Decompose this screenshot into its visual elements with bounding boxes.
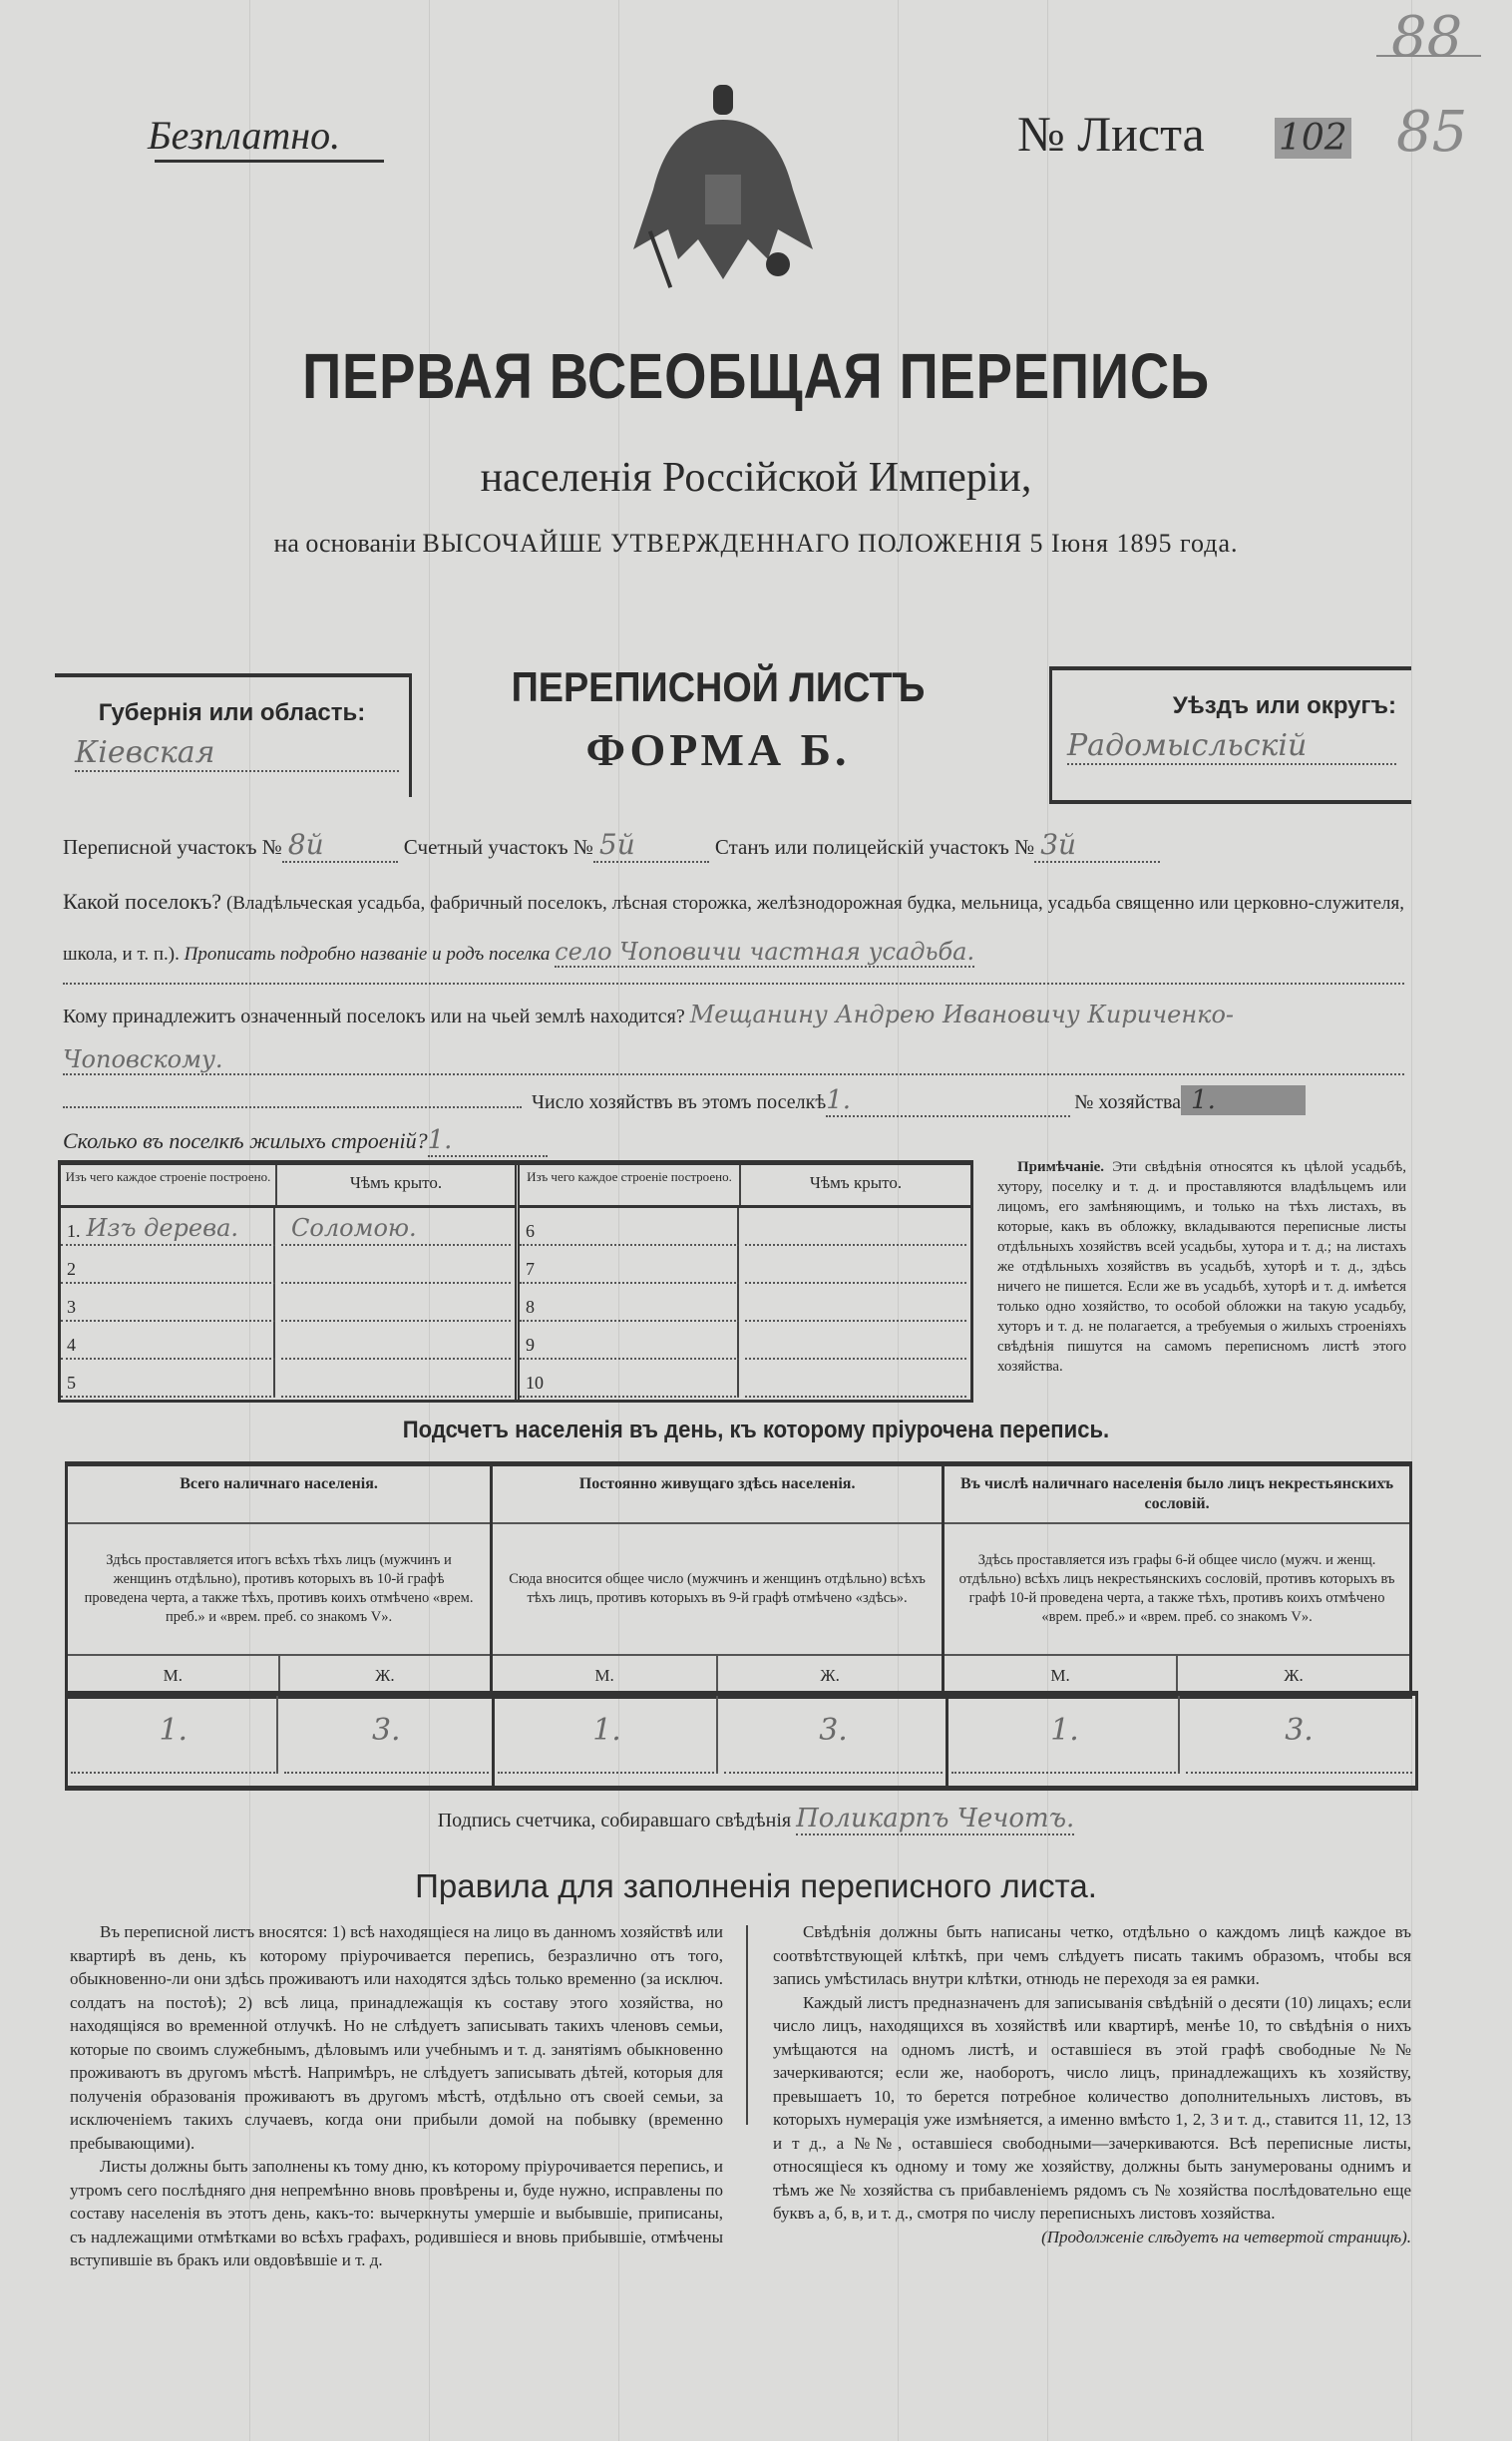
signature-value[interactable]: Поликарпъ Чечотъ. <box>796 1804 1075 1833</box>
population-column-header: Постоянно живущаго здѣсь населенія. <box>493 1466 942 1524</box>
settlement-value[interactable]: село Чоповичи частная усадьба. <box>555 938 975 966</box>
basis-prefix: на основаніи <box>273 529 417 558</box>
female-label: Ж. <box>375 1666 395 1685</box>
settlement-instruction: Прописать подробно названіе и родъ поселка <box>184 944 551 965</box>
female-label: Ж. <box>1284 1666 1304 1685</box>
material-cell[interactable] <box>61 1208 275 1246</box>
population-value-group <box>495 1696 948 1786</box>
buildings-table-row <box>520 1246 970 1284</box>
basis-text: ВЫСОЧАЙШЕ УТВЕРЖДЕННАГО ПОЛОЖЕНІЯ 5 Іюня 1895 года. <box>422 529 1239 558</box>
male-label: М. <box>493 1656 718 1696</box>
buildings-table-row <box>520 1208 970 1246</box>
household-no-value[interactable]: 1. <box>1181 1085 1306 1115</box>
population-title: Подсчетъ населенія въ день, къ которому пріурочена перепись. <box>402 1417 1110 1443</box>
police-district-label: Станъ или полицейскій участокъ № <box>714 835 1035 859</box>
row-number: 8 <box>526 1297 535 1317</box>
rules-paragraph: Свѣдѣнія должны быть написаны четко, отдѣльно о каждомъ лицѣ каждое въ соотвѣтствующей клѣткѣ, при чемъ слѣдуетъ писать такимъ образомъ, чтобы вся запись умѣстилась внутри клѣтки, отнюдь не переходя за ея рамки. <box>773 1922 1411 1988</box>
rules-paragraph: Листы должны быть заполнены къ тому дню, къ которому пріурочивается перепись, и утромъ сего послѣдняго дня непремѣнно вновь провѣрены и, буде нужно, исправлены по составу населенія въ этотъ день, какъ-то: вычеркнуты умершіе и выбывшіе, приписаны, съ надлежащими отмѣтками во всѣхъ графахъ, родившіеся и вновь прибывшіе, отмѣчены вступившіе въ бракъ или овдовѣвшіе и т. д. <box>70 2157 723 2269</box>
roof-cell[interactable] <box>745 1284 966 1322</box>
sheet-number-label: № Листа <box>1017 106 1205 162</box>
roof-cell[interactable] <box>281 1322 511 1360</box>
buildings-table-row <box>61 1322 515 1360</box>
buildings-table-row <box>520 1284 970 1322</box>
buildings-table-row <box>520 1360 970 1398</box>
col-material-header: Изъ чего каждое строеніе построено. <box>61 1165 277 1205</box>
buildings-table-row <box>61 1360 515 1398</box>
roof-cell[interactable] <box>281 1246 511 1284</box>
note <box>997 1157 1406 1377</box>
province-box <box>55 673 412 797</box>
sheet-number-value: 102 <box>1275 118 1351 159</box>
province-label: Губернія или область: <box>98 699 366 726</box>
settlement-field <box>63 878 1404 979</box>
buildings-rows-right <box>520 1208 970 1398</box>
province-value[interactable]: Кіевская <box>75 735 399 772</box>
main-title: ПЕРВАЯ ВСЕОБЩАЯ ПЕРЕПИСЬ <box>302 340 1210 412</box>
row-number: 9 <box>526 1335 535 1355</box>
buildings-row <box>63 1125 548 1157</box>
population-values-row <box>65 1691 1418 1791</box>
male-label: М. <box>945 1656 1178 1696</box>
households-row <box>63 1085 1404 1117</box>
material-cell[interactable] <box>520 1246 739 1284</box>
blank-line <box>63 1106 522 1108</box>
rules-left-column <box>70 1920 723 2272</box>
roof-cell[interactable]: Соломою. <box>281 1208 511 1246</box>
district-box <box>1049 666 1411 804</box>
population-column <box>945 1466 1409 1696</box>
col-roof-header: Чѣмъ крыто. <box>349 1173 443 1192</box>
pencil-strikethrough <box>1376 55 1481 57</box>
buildings-table-row <box>61 1246 515 1284</box>
material-cell[interactable] <box>61 1284 275 1322</box>
col-roof-header: Чѣмъ крыто. <box>809 1173 903 1192</box>
owner-value-line1[interactable]: Мещанину Андрею Ивановичу Кириченко- <box>689 1001 1235 1028</box>
blank-line <box>63 983 1404 985</box>
owner-field <box>63 1001 1439 1028</box>
population-value-group <box>68 1696 495 1786</box>
roof-cell[interactable] <box>745 1208 966 1246</box>
district-value[interactable]: Радомысльскій <box>1067 728 1396 765</box>
roof-cell[interactable] <box>745 1246 966 1284</box>
owner-value-line2[interactable]: Чоповскому. <box>63 1045 1404 1075</box>
roof-cell[interactable] <box>745 1360 966 1398</box>
rules-title: Правила для заполненія переписного листа. <box>415 1867 1097 1904</box>
population-columns <box>68 1466 1409 1696</box>
row-number: 2 <box>67 1259 76 1279</box>
row-number: 5 <box>67 1373 76 1393</box>
buildings-table <box>58 1160 973 1403</box>
buildings-value[interactable]: 1. <box>428 1125 548 1157</box>
buildings-table-row <box>520 1322 970 1360</box>
buildings-table-row <box>61 1284 515 1322</box>
material-cell[interactable] <box>61 1322 275 1360</box>
population-column-description: Сюда вносится общее число (мужчинъ и женщинъ отдѣльно) всѣхъ тѣхъ лицъ, противъ которыхъ въ 9-й графѣ отмѣчено «здѣсь». <box>493 1524 942 1656</box>
free-label: Безплатно. <box>148 113 341 158</box>
form-name: ФОРМА Б. <box>585 724 851 775</box>
continuation-note: (Продолженіе слѣдуетъ на четвертой страницѣ). <box>1041 2227 1411 2246</box>
household-no-label: № хозяйства <box>1074 1091 1182 1113</box>
material-cell[interactable] <box>520 1360 739 1398</box>
coat-of-arms-icon <box>623 80 823 309</box>
roof-cell[interactable] <box>745 1322 966 1360</box>
female-label: Ж. <box>820 1666 840 1685</box>
pencil-mark-crossed: 88 <box>1391 5 1463 70</box>
row-number: 1. <box>67 1221 81 1241</box>
population-column-description: Здѣсь проставляется итогъ всѣхъ тѣхъ лицъ (мужчинъ и женщинъ отдѣльно), противъ которыхъ въ 10-й графѣ проведена черта, а также тѣхъ, противъ коихъ отмѣчено «врем. преб.» и «врем. преб. со знакомъ V». <box>68 1524 490 1656</box>
district-numbers-row <box>63 828 1439 863</box>
buildings-label: Сколько въ поселкѣ жилыхъ строеній? <box>63 1128 428 1153</box>
population-value-group <box>948 1696 1415 1786</box>
households-label: Число хозяйствъ въ этомъ поселкѣ <box>532 1091 827 1113</box>
population-column <box>68 1466 493 1696</box>
female-count[interactable]: 3. <box>724 1696 943 1774</box>
free-underline <box>155 160 384 163</box>
buildings-rows-left <box>61 1208 515 1398</box>
material-cell[interactable] <box>520 1208 739 1246</box>
settlement-hint: (Владѣльческая усадьба, фабричный поселокъ, лѣсная сторожка, желѣзнодорожная будка, мельница, усадьба священно или церковно-служителя, школа, и т. п.). <box>63 893 1404 965</box>
census-district-label: Переписной участокъ № <box>63 835 282 859</box>
bleed-through-line <box>1411 0 1412 2441</box>
material-cell[interactable] <box>61 1246 275 1284</box>
roof-cell[interactable] <box>281 1360 511 1398</box>
pencil-mark: 85 <box>1396 100 1468 165</box>
signature-row <box>0 1804 1512 1833</box>
column-divider <box>746 1925 748 2125</box>
population-column-description: Здѣсь проставляется изъ графы 6-й общее число (мужч. и женщ. отдѣльно) всѣхъ лицъ некрестьянскихъ сословій, противъ которыхъ въ графѣ 10-й проведена черта, а также тѣхъ, противъ коихъ отмѣчено «врем. преб.» и «врем. преб. со знакомъ V». <box>945 1524 1409 1656</box>
material-cell[interactable] <box>61 1360 275 1398</box>
roof-cell[interactable] <box>281 1284 511 1322</box>
note-label: Примѣчаніе. <box>1017 1159 1105 1175</box>
col-material-header: Изъ чего каждое строеніе построено. <box>520 1165 741 1205</box>
count-district-label: Счетный участокъ № <box>403 835 593 859</box>
signature-label: Подпись счетчика, собиравшаго свѣдѣнія <box>437 1810 792 1831</box>
police-district-value[interactable]: 3й <box>1034 828 1160 863</box>
count-district-value[interactable]: 5й <box>593 828 709 863</box>
note-text: Эти свѣдѣнія относятся къ цѣлой усадьбѣ, хутору, поселку и т. д. и проставляются владѣльцемъ или лицомъ, его замѣняющимъ, и только на тѣхъ листахъ, въ которые, какъ въ обложку, вкладываются переписные листы отдѣльныхъ хозяйствъ всей усадьбы, хутора и т. д.; на листахъ же отдѣльныхъ хозяйствъ въ усадьбѣ, хуторѣ и т. д., здѣсь ничего не пишется. Если же въ усадьбѣ, хуторѣ и т. д. имѣется только одно хозяйство, то особой обложки на такую усадьбу, хуторъ и т. д. не полагается, а требуемыя о жилыхъ строеніяхъ свѣдѣнія пишутся на самомъ переписномъ листѣ этого хозяйства. <box>997 1159 1407 1375</box>
material-value: Изъ дерева. <box>86 1214 239 1242</box>
rules-right-column <box>773 1920 1411 2248</box>
female-count[interactable]: 3. <box>284 1696 490 1774</box>
row-number: 7 <box>526 1259 535 1279</box>
row-number: 6 <box>526 1221 535 1241</box>
rules-paragraph: Въ переписной листъ вносятся: 1) всѣ находящіеся на лицо въ данномъ хозяйствѣ или квартирѣ въ день, къ которому пріурочивается перепись, безразлично отъ того, обыкновенно-ли они здѣсь проживаютъ или находятся здѣсь только временно (за исключ. солдатъ на постоѣ); 2) всѣ лица, принадлежащія къ составу этого хозяйства, но находящіяся во временной отлучкѣ. Но не слѣдуетъ записывать такихъ членовъ семьи, которые по своимъ служебнымъ, дѣловымъ или учебнымъ и т. д. занятіямъ обыкновенно проживаютъ въ другомъ мѣстѣ. Напримѣръ, не слѣдуетъ записывать дѣтей, которыя для полученія образованія проживаютъ въ другомъ мѣстѣ, отдѣльно отъ своей семьи, за исключеніемъ такихъ случаевъ, когда они прибыли домой на побывку (временно пребывающими). <box>70 1922 723 2153</box>
buildings-table-right <box>520 1165 970 1400</box>
row-number: 10 <box>526 1373 544 1393</box>
population-column-header: Всего наличнаго населенія. <box>68 1466 490 1524</box>
male-count[interactable]: 1. <box>951 1696 1180 1774</box>
settlement-label: Какой поселокъ? <box>63 889 222 914</box>
sheet-title: ПЕРЕПИСНОЙ ЛИСТЪ <box>511 663 926 710</box>
buildings-table-left <box>61 1165 520 1400</box>
material-cell[interactable] <box>520 1284 739 1322</box>
population-column-header: Въ числѣ наличнаго населенія было лицъ некрестьянскихъ сословій. <box>945 1466 1409 1524</box>
subtitle: населенія Россійской Имперіи, <box>480 455 1032 501</box>
population-table <box>65 1461 1412 1699</box>
female-count[interactable]: 3. <box>1186 1696 1412 1774</box>
male-count[interactable]: 1. <box>498 1696 718 1774</box>
population-column <box>493 1466 945 1696</box>
households-value[interactable]: 1. <box>826 1085 1070 1117</box>
material-cell[interactable] <box>520 1322 739 1360</box>
buildings-table-row <box>61 1208 515 1246</box>
district-label: Уѣздъ или округъ: <box>1172 692 1396 719</box>
row-number: 3 <box>67 1297 76 1317</box>
male-label: М. <box>68 1656 280 1696</box>
owner-label: Кому принадлежитъ означенный поселокъ или на чьей землѣ находится? <box>63 1006 685 1027</box>
row-number: 4 <box>67 1335 76 1355</box>
male-count[interactable]: 1. <box>71 1696 278 1774</box>
population-values <box>68 1696 1415 1786</box>
census-district-value[interactable]: 8й <box>282 828 398 863</box>
rules-paragraph: Каждый листъ предназначенъ для записыванія свѣдѣній о десяти (10) лицахъ; если число лицъ, находящихся въ хозяйствѣ или квартирѣ, менѣе 10, то свѣдѣнія о нихъ умѣщаются на одномъ листѣ, и оставшіеся въ этой графѣ свободные №№ зачеркиваются; если же, наоборотъ, число лицъ, принадлежащихъ къ хозяйству, превышаетъ 10, то берется потребное количество дополнительныхъ листовъ, въ которыхъ нумерація уже измѣняется, а именно вмѣсто 1, 2, 3 и т. д., ставится 11, 12, 13 и т д., а №№, оставшіеся свободными—зачеркиваются. Всѣ переписные листы, относящіеся къ одному и тому же хозяйству, должны быть занумерованы однимъ и тѣмъ же № хозяйства съ прибавленіемъ рядомъ съ № хозяйства послѣдовательно еще буквъ а, б, в, и т. д., смотря по числу переписныхъ листовъ хозяйства. <box>773 1992 1411 2223</box>
